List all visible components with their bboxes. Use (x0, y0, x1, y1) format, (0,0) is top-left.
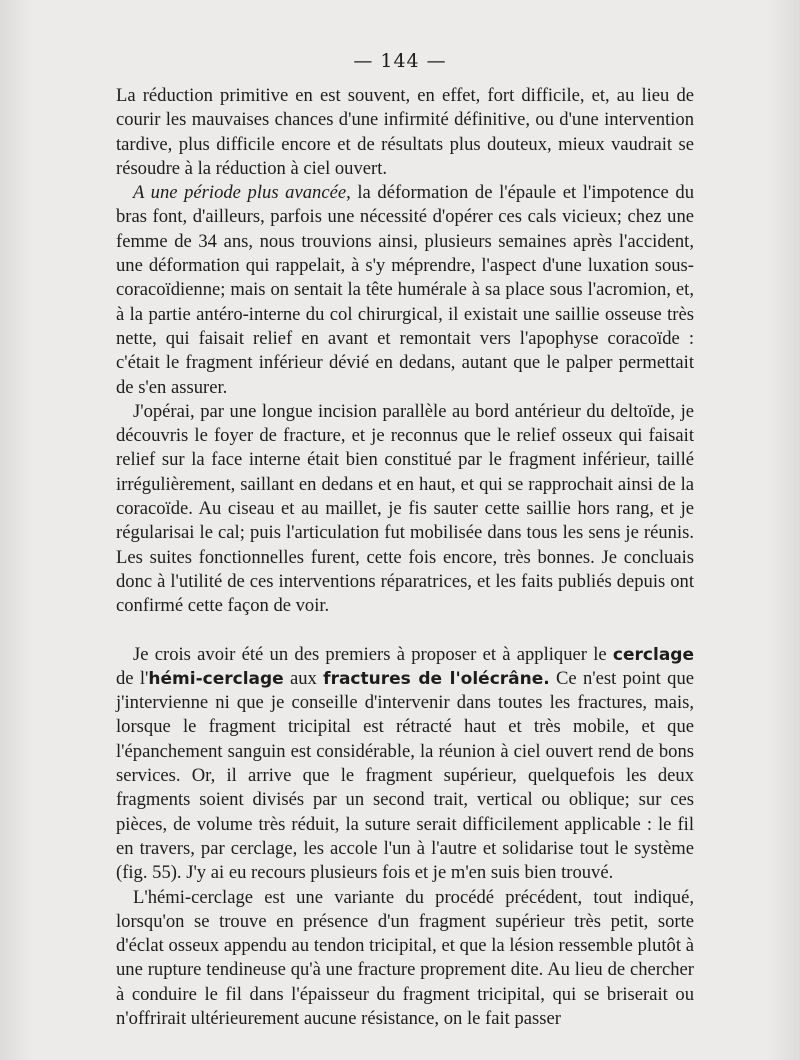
paragraph-3-text: J'opérai, par une longue incision parallèle au bord antérieur du deltoïde, je découvris le foyer de fracture, et je reconnus que le relief osseux qui faisait relief sur la face interne était bien constitué par le fragment inférieur, taillé irrégulièrement, saillant en dedans et en haut, et qui se rapprochait ainsi de la coracoïde. Au ciseau et au maillet, je fis sauter cette saillie hors rang, et je régularisai le cal; puis l'articulation fut mobilisée dans tous les sens je réunis. Les suites fonctionnelles furent, cette fois encore, très bonnes. Je concluais donc à l'utilité de ces interventions réparatrices, et les faits publiés depuis ont confirmé cette façon de voir. (116, 400, 694, 617)
paragraph-4-text-d: Ce n'est point que j'intervienne ni que je conseille d'intervenir dans toutes les fractures, mais, lorsque le fragment tricipital est rétracté haut et très mobile, et que l'épanchement sanguin est considérable, la réunion à ciel ouvert rend de bons services. Or, il arrive que le fragment supérieur, quelquefois les deux fragments soient divisés par un second trait, vertical ou oblique; sur ces pièces, de volume très réduit, la suture serait difficilement applicable : le fil en travers, par cerclage, les accole l'un à l'autre et solidarise tout le système (fig. 55). J'y ai eu recours plusieurs fois et je m'en suis bien trouvé. (116, 667, 694, 884)
paragraph-4-text-b: de l' (116, 667, 149, 689)
paragraph-5-text: L'hémi-cerclage est une variante du procédé précédent, tout indiqué, lorsqu'on se trouve en présence d'un fragment supérieur très petit, sorte d'éclat osseux appendu au tendon tricipital, et que la lésion ressemble plutôt à une rupture tendineuse qu'à une fracture proprement dite. Au lieu de chercher à conduire le fil dans l'épaisseur du fragment tricipital, qui se briserait ou n'offrirait ultérieurement aucune résistance, on le fait passer (116, 886, 694, 1029)
paragraph-5 (116, 886, 694, 1032)
page-number: — 144 — (353, 50, 447, 72)
italic-lead: A une période plus avancée, (133, 182, 351, 204)
body-text (116, 84, 694, 1031)
paragraph-2 (116, 181, 694, 400)
paragraph-2-text: la déformation de l'épaule et l'impotence du bras font, d'ailleurs, parfois une nécessité d'opérer ces cals vicieux; chez une femme de 34 ans, nous trouvions ainsi, plusieurs semaines après l'accident, une déformation qui rappelait, à s'y méprendre, l'aspect d'une luxation sous-coracoïdienne; mais on sentait la tête humérale à sa place sous l'acromion, et, à la partie antéro-interne du col chirurgical, il existait une saillie osseuse très nette, qui faisait relief en avant et remontait vers l'apophyse coracoïde : c'était le fragment inférieur dévié en dedans, autant que le palper permettait de s'en assurer. (116, 182, 694, 398)
paragraph-4-text-a: Je crois avoir été un des premiers à proposer et à appliquer le (133, 643, 613, 665)
term-hemi-cerclage: hémi-cerclage (148, 668, 284, 689)
paragraph-1-text: La réduction primitive en est souvent, en effet, fort difficile, et, au lieu de courir les mauvaises chances d'une infirmité définitive, ou d'une intervention tardive, plus difficile encore et de résultats plus douteux, mieux vaudrait se résoudre à la réduction à ciel ouvert. (116, 85, 694, 179)
paragraph-1 (116, 84, 694, 181)
paragraph-4-text-c: aux (283, 667, 324, 689)
term-fractures-olecrane: fractures de l'olécrâne. (323, 668, 550, 689)
paragraph-4 (116, 643, 694, 886)
term-cerclage: cerclage (612, 644, 694, 665)
paragraph-3 (116, 400, 694, 619)
